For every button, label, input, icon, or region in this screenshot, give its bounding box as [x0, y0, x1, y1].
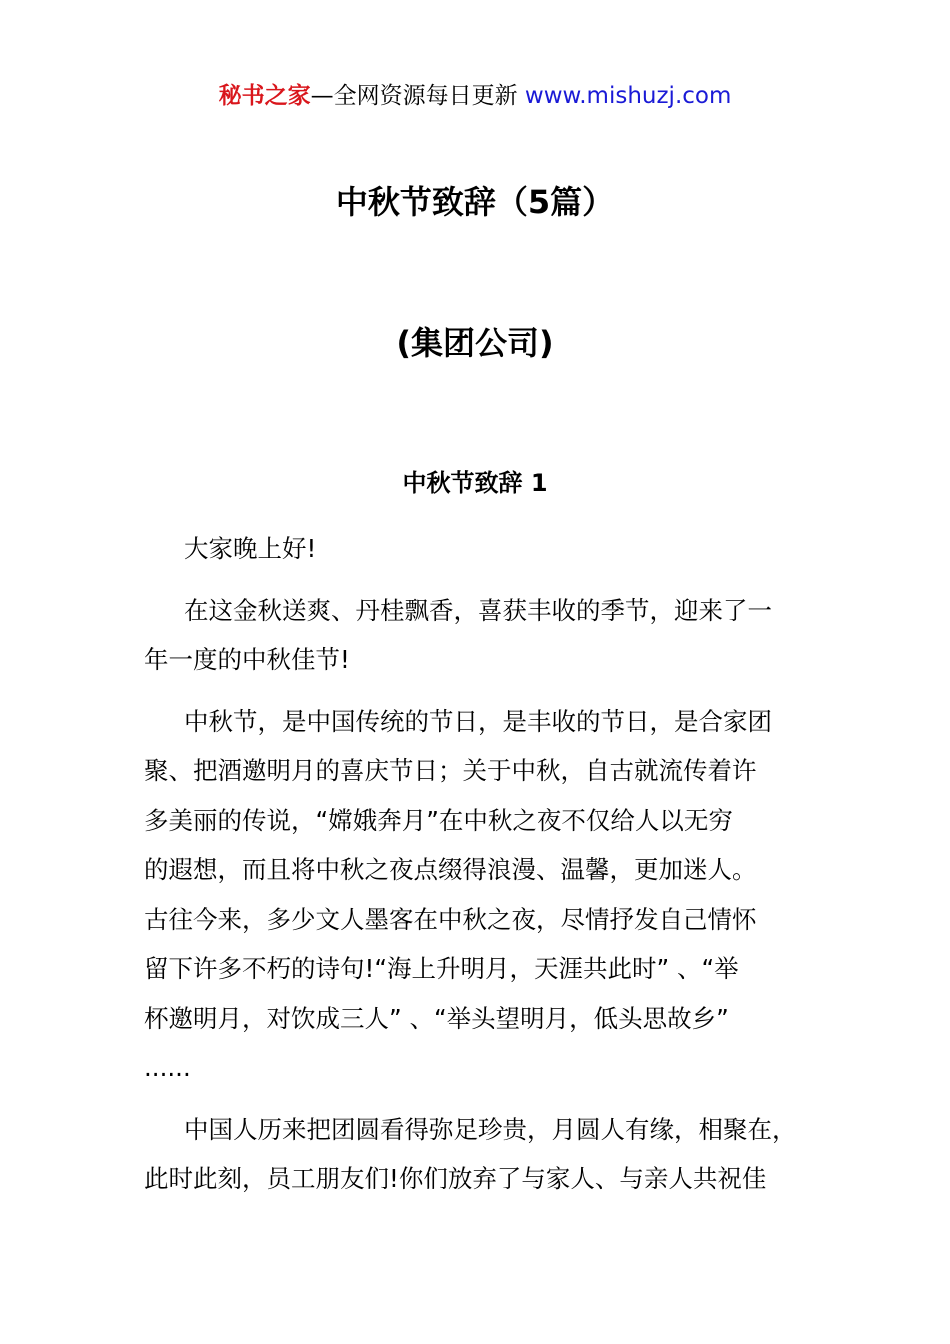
paragraph-line: 年一度的中秋佳节!	[144, 645, 350, 674]
paragraph-line: 中秋节，是中国传统的节日，是丰收的节日，是合家团	[184, 706, 772, 736]
paragraph-line: 多美丽的传说，“嫦娥奔月”在中秋之夜不仅给人以无穷	[144, 805, 733, 835]
paragraph-greeting	[144, 524, 834, 574]
paragraph-line: 中国人历来把团圆看得弥足珍贵，月圆人有缘，相聚在，	[184, 1114, 797, 1144]
paragraph-line: 古往今来，多少文人墨客在中秋之夜，尽情抒发自己情怀	[144, 904, 757, 934]
section-heading: 中秋节致辞 1	[402, 469, 548, 497]
site-url-link[interactable]: www.mishuzj.com	[524, 83, 732, 109]
site-brand: 秘书之家	[218, 83, 311, 109]
document-body	[144, 524, 834, 1216]
paragraph-intro	[144, 586, 834, 685]
paragraph-reunion	[144, 1105, 834, 1204]
site-slogan: —全网资源每日更新	[310, 83, 525, 109]
paragraph-line: 聚、把酒邀明月的喜庆节日；关于中秋，自古就流传着许	[144, 756, 757, 785]
paragraph-line: 留下许多不朽的诗句!“海上升明月，天涯共此时” 、“举	[144, 954, 739, 983]
paragraph-line: ......	[144, 1053, 191, 1082]
site-header	[0, 80, 950, 112]
paragraph-line: 的遐想，而且将中秋之夜点缀得浪漫、温馨，更加迷人。	[144, 855, 757, 884]
paragraph-line: 此时此刻，员工朋友们!你们放弃了与家人、与亲人共祝佳	[144, 1164, 767, 1193]
paragraph-line: 在这金秋送爽、丹桂飘香，喜获丰收的季节，迎来了一	[184, 595, 772, 625]
document-title: 中秋节致辞（5篇）	[335, 183, 615, 221]
paragraph-line: 大家晚上好!	[184, 534, 317, 563]
paragraph-festival	[144, 697, 834, 1093]
document-subtitle: (集团公司)	[396, 324, 554, 362]
paragraph-line: 杯邀明月，对饮成三人” 、“举头望明月，低头思故乡”	[144, 1003, 729, 1033]
